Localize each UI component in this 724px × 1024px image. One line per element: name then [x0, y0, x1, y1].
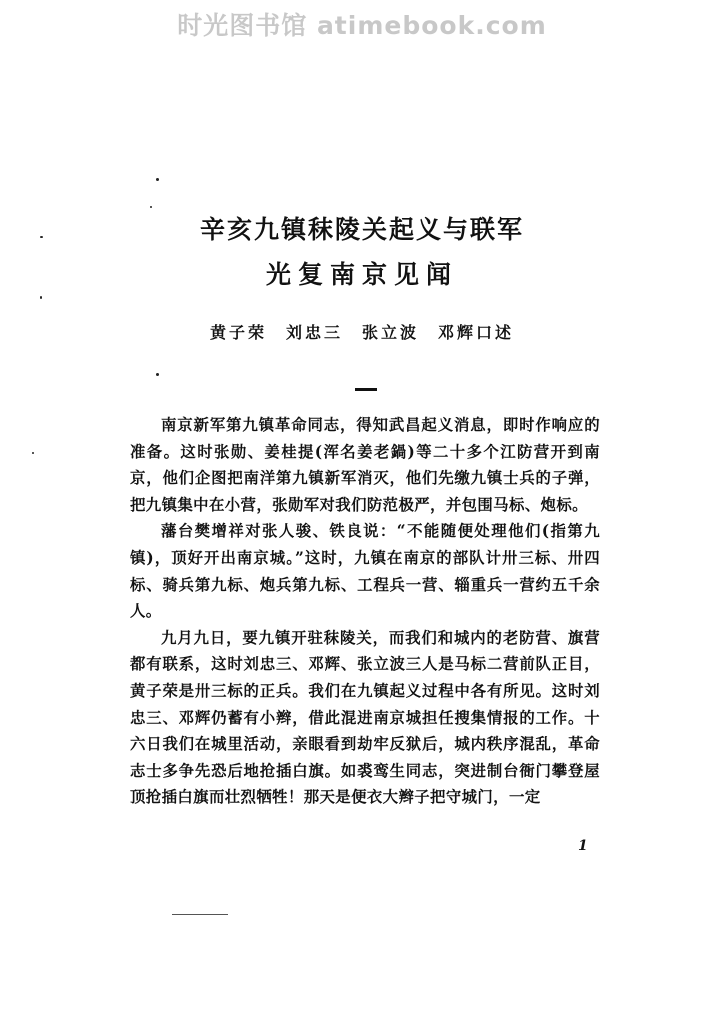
paragraph: 九月九日，要九镇开驻秣陵关，而我们和城内的老防营、旗营都有联系，这时刘忠三、邓辉、张立波三人是马标二营前队正目，黄子荣是卅三标的正兵。我们在九镇起义过程中各有所见。这时刘忠三、邓辉仍蓄有小辫，借此混进南京城担任搜集情报的工作。十六日我们在城里活动，亲眼看到劫牢反狱后，城内秩序混乱，革命志士多争先恐后地抢插白旗。如裘鸾生同志，突进制台衙门攀登屋顶抢插白旗而壮烈牺牲！那天是便衣大辫子把守城门，一定: [130, 628, 600, 807]
footer-rule: [172, 914, 228, 915]
page-number: 1: [578, 838, 588, 854]
paragraph: 藩台樊增祥对张人骏、铁良说：“不能随便处理他们(指第九镇)，顶好开出南京城。”这时，九镇在南京的部队计卅三标、卅四标、骑兵第九标、炮兵第九标、工程兵一营、辎重兵一营约五千余人。: [130, 522, 600, 621]
scan-speck: [156, 373, 159, 376]
watermark: 时光图书馆 atimebook.com: [177, 11, 547, 40]
scan-speck: [40, 236, 43, 238]
scan-speck: [32, 452, 34, 454]
scan-speck: [156, 178, 159, 181]
article-title-line-2: 光复南京见闻: [265, 260, 458, 289]
scan-speck: [150, 206, 152, 208]
paragraph: 南京新军第九镇革命同志，得知武昌起义消息，即时作响应的准备。这时张勋、姜桂提(浑名姜老鍋)等二十多个江防营开到南京，他们企图把南洋第九镇新军消灭，他们先缴九镇士兵的子弹，把九镇集中在小营，张勋军对我们防范极严，并包围马标、炮标。: [130, 416, 600, 514]
scan-speck: [40, 296, 42, 299]
authors-byline: 黄子荣 刘忠三 张立波 邓辉口述: [209, 323, 514, 342]
body-text: [130, 412, 600, 811]
section-number-one: [355, 388, 377, 391]
article-title-line-1: 辛亥九镇秣陵关起义与联军: [199, 215, 524, 244]
